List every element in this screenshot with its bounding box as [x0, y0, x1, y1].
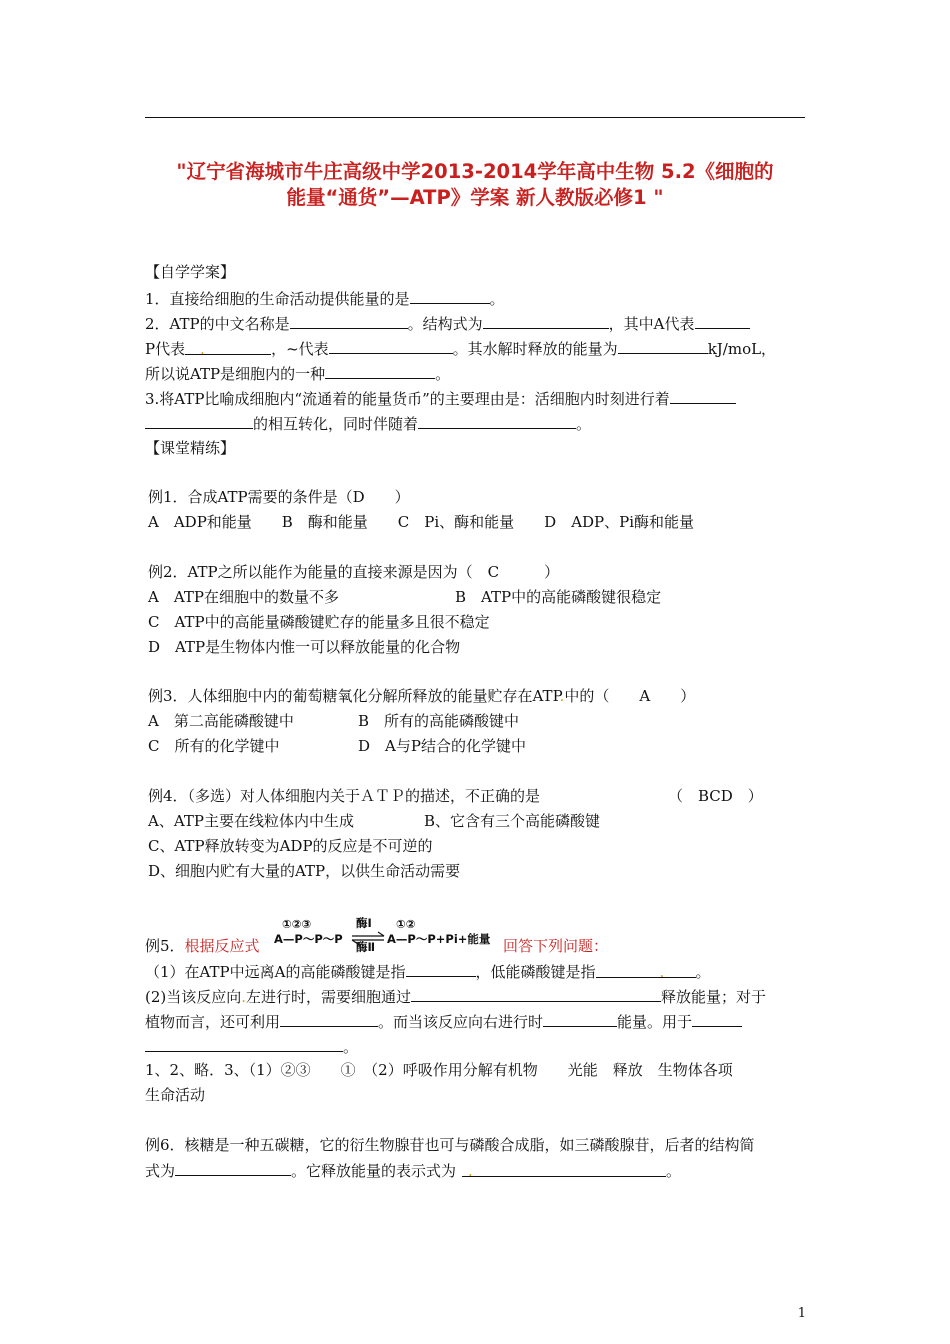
- answer-blank: [280, 1011, 378, 1027]
- example-6-line1: 例6．核糖是一种五碳糖，它的衍生物腺苷也可与磷酸合成脂，如三磷酸腺苷，后者的结构简: [145, 1136, 755, 1154]
- example-2-option-c: C ATP中的高能量磷酸键贮存的能量多且很不稳定: [148, 613, 490, 631]
- question-2-line3: 所以说ATP是细胞内的一种 。: [145, 365, 451, 383]
- page-number: 1: [797, 1306, 806, 1321]
- answer-blank: .: [596, 962, 696, 978]
- answer-blank: [483, 313, 609, 329]
- example-4-answer: （ BCD ）: [668, 787, 763, 805]
- example-4-question: 例4．（多选）对人体细胞内关于ＡＴＰ的描述，不正确的是: [148, 787, 541, 805]
- answer-blank: [406, 961, 476, 977]
- question-2-line1: 2．ATP的中文名称是 。结构式为 ，其中A代表: [145, 313, 750, 334]
- equation-left: A—P～P～P: [274, 932, 343, 946]
- example-4-option-d: D、细胞内贮有大量的ATP，以供生命活动需要: [148, 862, 461, 880]
- answer-blank: [543, 1011, 617, 1027]
- example-2-option-d: D ATP是生物体内惟一可以释放能量的化合物: [148, 638, 461, 656]
- question-2-line2: P代表 . ，~代表 。其水解时释放的能量为 kJ/moL，: [145, 340, 777, 358]
- example-4-option-b: B、它含有三个高能磷酸键: [424, 812, 601, 830]
- answer-blank: [411, 986, 661, 1002]
- question-3-line2: 的相互转化，同时伴随着 。: [145, 413, 591, 434]
- answer-blank: [145, 413, 253, 429]
- answer-blank: [329, 338, 453, 354]
- example-5-instruction: 回答下列问题：: [503, 937, 609, 955]
- example-2-question: 例2．ATP之所以能作为能量的直接来源是因为（ C ）: [148, 563, 560, 581]
- example-3-option-b: B 所有的高能磷酸键中: [358, 712, 520, 730]
- answer-blank: .: [185, 339, 271, 355]
- class-practice-heading: 【课堂精练】: [145, 439, 236, 457]
- equation-right-circles: ①②: [396, 917, 416, 931]
- answer-blank: [695, 313, 750, 329]
- example-6-line2: 式为 。它释放能量的表示式为 . 。: [145, 1162, 682, 1180]
- example-3-question: 例3．人体细胞中内的葡萄糖氧化分解所释放的能量贮存在ATP.中的（ A ）: [148, 687, 696, 705]
- example-5-part-2-line3: 。: [145, 1036, 358, 1057]
- example-5-part-2-line2: 植物而言，还可利用 。而当该反应向右进行时 能量。用于: [145, 1011, 742, 1032]
- answer-blank: [410, 288, 490, 304]
- example-2-option-b: B ATP中的高能磷酸键很稳定: [455, 588, 662, 606]
- answer-key-line1: 1、2、略．3、（1）②③ ① （2）呼吸作用分解有机物 光能 释放 生物体各项: [145, 1061, 733, 1079]
- example-5-part-2-line1: (2)当该反应向.左进行时，需要细胞通过 释放能量；对于: [145, 988, 767, 1006]
- self-study-heading: 【自学学案】: [145, 263, 236, 281]
- answer-blank: [290, 313, 408, 329]
- example-4-option-a: A、ATP主要在线粒体内中生成: [148, 812, 354, 830]
- document-title-line2: 能量“通货”—ATP》学案 新人教版必修1 ": [286, 186, 664, 209]
- equation-right: A—P～P+Pi+能量: [387, 932, 491, 946]
- enzyme-1-label: 酶Ⅰ: [356, 916, 372, 930]
- example-5-question: 例5．根据反应式: [145, 937, 260, 955]
- example-3-option-d: D A与P结合的化学键中: [358, 737, 526, 755]
- answer-blank: [325, 363, 435, 379]
- answer-key-line2: 生命活动: [145, 1086, 206, 1104]
- equation-circles: ①②③: [282, 917, 312, 931]
- document-title-line1: "辽宁省海城市牛庄高级中学2013-2014学年高中生物 5.2《细胞的: [176, 160, 774, 183]
- answer-blank: [670, 388, 736, 404]
- example-3-option-c: C 所有的化学键中: [148, 737, 280, 755]
- answer-blank: [175, 1160, 291, 1176]
- question-1: 1．直接给细胞的生命活动提供能量的是 。: [145, 290, 505, 308]
- example-4-option-c: C、ATP释放转变为ADP的反应是不可逆的: [148, 837, 433, 855]
- answer-blank: [145, 1036, 343, 1052]
- answer-blank: [418, 413, 576, 429]
- header-rule: [145, 117, 805, 118]
- enzyme-2-label: 酶Ⅱ: [356, 940, 376, 954]
- reaction-equation: [272, 916, 502, 954]
- question-3-line1: 3.将ATP比喻成细胞内“流通着的能量货币”的主要理由是：活细胞内时刻进行着: [145, 388, 736, 409]
- answer-blank: [618, 338, 708, 354]
- example-5-part-1: （1）在ATP中远离A的高能磷酸键是指 ，低能磷酸键是指 . 。: [145, 963, 711, 981]
- example-3-option-a: A 第二高能磷酸键中: [148, 712, 294, 730]
- answer-blank: [692, 1011, 742, 1027]
- example-1-options: A ADP和能量 B 酶和能量 C Pi、酶和能量 D ADP、Pi酶和能量: [148, 513, 695, 531]
- answer-blank: .: [462, 1161, 666, 1177]
- example-2-option-a: A ATP在细胞中的数量不多: [148, 588, 339, 606]
- example-1-question: 例1．合成ATP需要的条件是（D ）: [148, 488, 410, 506]
